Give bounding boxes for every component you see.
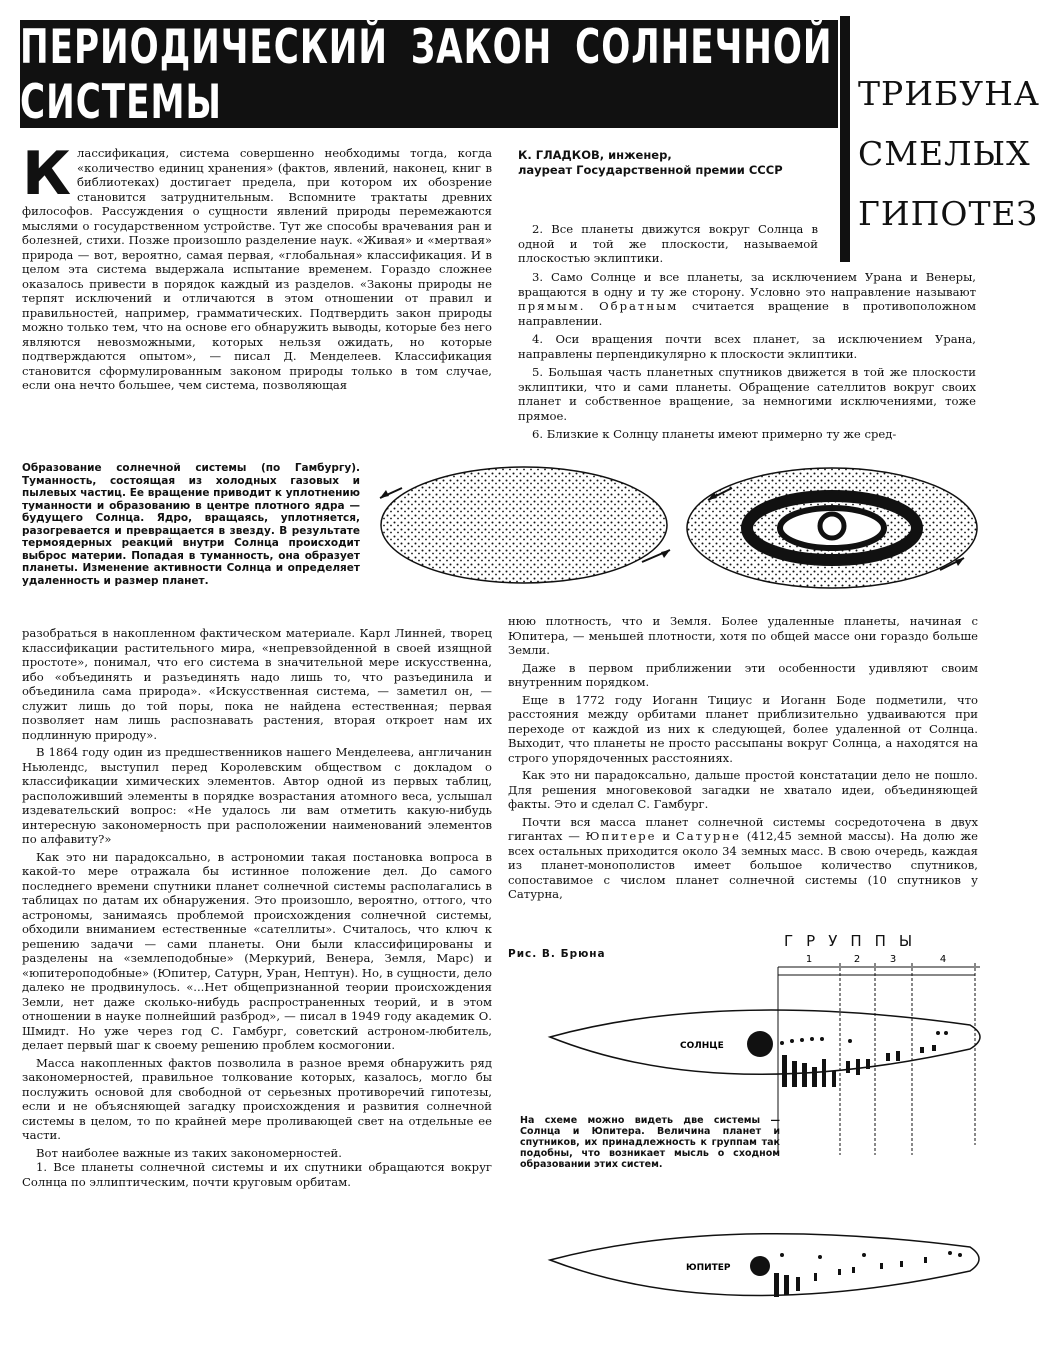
paragraph-order: Даже в первом приближении эти особенности удивляют своим внутренним порядком. — [508, 660, 978, 689]
nebula-ellipse-cold — [381, 467, 667, 583]
top-right-narrow — [518, 222, 818, 266]
intro-column — [22, 139, 492, 393]
figure-caption: На схеме можно видеть две системы — Солнца и Юпитера. Величина планет и спутников, их принадлежность к группам так подобны, что возникает мысль о сходном образовании этих систем. — [520, 1115, 780, 1170]
nebula-caption: Образование солнечной системы (по Гамбургу). Туманность, состоящая из холодных газовых и пылевых частиц. Ее вращение приводит к уплотнению туманности и образованию в центре плотного ядра — будущего Солнца. Ядро, вращаясь, уплотняется, разогревается и превращается в звезду. В результате термоядерных реакций внутри Солнца происходит выброс материи. Попадая в туманность, она образует планеты. Изменение активности Солнца и определяет удаленность и размер планет. — [22, 462, 360, 587]
figure-credit: Рис. В. Брюна — [508, 948, 606, 960]
groups-title: ГРУППЫ — [784, 932, 926, 950]
group-label-4: 4 — [939, 954, 947, 965]
law-1: 1. Все планеты солнечной системы и их спутники обращаются вокруг Солнца по эллиптическим, почти круговым орбитам. — [22, 1160, 492, 1189]
bottom-left-column — [22, 626, 492, 1189]
paragraph-density: нюю плотность, что и Земля. Более удаленные планеты, начиная с Юпитера, — меньшей плотности, хотя по общей массе они гораздо больше Земли. — [508, 614, 978, 657]
paragraph-astronomy: Как это ни парадоксально, в астрономии такая постановка вопроса в какой-то мере отражала бы истинное положение дел. До самого последнего времени спутники планет солнечной системы располагались в таблицах по датам их обнаружения. Это произошло, вероятно, оттого, что астрономы, занимаясь проблемой происхождения солнечной системы, обходили вниманием естественные «сателлиты». Считалось, что ключ к решению задачи — сами планеты. Они были классифицированы и разделены на «землеподобные» (Меркурий, Венера, Земля, Марс) и «юпитероподобные» (Юпитер, Сатурн, Уран, Нептун). Но, в сущности, дело далеко не продвинулось. «...Нет общепризнанной теории происхождения Земли, нет даже сколько-нибудь распространенных теорий, и в этом отношении в науке полнейший разброд», — писал в 1949 году академик О. Шмидт. Но уже через год С. Гамбург, советский астроном-любитель, делает первый шаг к своему решению проблем космогонии. — [22, 849, 492, 1052]
systems-diagram — [520, 955, 990, 1340]
paragraph-linnaeus: разобраться в накопленном фактическом материале. Карл Линней, творец классификации растительного мира, «непревзойденной в своей изящной простоте», понимал, что его система в значительной мере искусственна, ибо «объединять и разъединять надо лишь то, что разъединила и объединила сама природа». «Искусственная система, — заметил он, — служит лишь до той поры, пока не найдена естественная; первая позволяет нам лишь распознавать растения, вторая откроет нам их подлинную природу». — [22, 626, 492, 742]
paragraph-gamburg: Как это ни парадоксально, дальше простой констатации дело не пошло. Для решения многовековой загадки не хватало идеи, объединяющей факты. Это и сделал С. Гамбург. — [508, 768, 978, 811]
rubric-box — [840, 16, 1040, 262]
paragraph-giants: Почти вся масса планет солнечной системы сосредоточена в двух гигантах — Юпитере и Сатурне (412,45 земной массы). На долю же всех остальных приходится около 34 земных масс. В свою очередь, каждая из планет-монополистов имеет большое количество спутников, сопоставимое с числом планет солнечной системы (10 спутников у Сатурна, — [508, 814, 979, 901]
rubric-line-2: СМЕЛЫХ — [858, 134, 1031, 173]
law-2: 2. Все планеты движутся вокруг Солнца в одной и той же плоскости, называемой плоскостью эклиптики. — [518, 222, 818, 265]
law-4: 4. Оси вращения почти всех планет, за исключением Урана, направлены перпендикулярно к плоскости эклиптики. — [518, 332, 976, 361]
group-label-1: 1 — [805, 954, 813, 965]
rubric-line-1: ТРИБУНА — [858, 74, 1040, 113]
reverse-word: Обратным — [599, 299, 679, 313]
sun-icon — [747, 1031, 773, 1057]
proto-sun — [820, 514, 844, 538]
bottom-right-column — [508, 614, 978, 902]
top-right-column — [518, 270, 976, 442]
group-label-3: 3 — [889, 954, 897, 965]
jupiter-label: ЮПИТЕР — [686, 1263, 731, 1273]
author-title: лауреат Государственной премии СССР — [518, 163, 783, 177]
intro-text: лассификация, система совершенно необходимы тогда, когда «количество единиц хранения» (фактов, явлений, наконец, книг в библиотеках) достигает предела, при котором их обозрение становится затруднительным. Вспомните трактаты древних философов. Рассуждения о сущности явлений природы перемежаются мыслями о государственном устройстве. Тут же способы врачевания ран и болезней, стихи. Позже произошло разделение наук. «Живая» и «мертвая» природа — вот, вероятно, самая первая, «глобальная» классификация. И в целом эта система выдержала испытание временем. Гораздо сложнее оказалось привести в порядок каждый из разделов. «Законы природы не терпят исключений и отличаются в этом отношении от правил и правильностей, например, грамматических. Подтвердить закон природы можно только тем, что на основе его обнаружить выводы, которые без него являются невозможными, которых нельзя ожидать, но которые подтверждаются опытом», — писал Д. Менделеев. Классификация становится сформулированным законом природы только в том случае, если она нечто большее, чем система, позволяющая — [22, 146, 492, 392]
paragraph-facts: Масса накопленных фактов позволила в разное время обнаружить ряд закономерностей, правильное толкование которых, казалось, могло бы послужить основой для свободной от серьезных противоречий гипотезы, если и не объясняющей загадку происхождения и развития солнечной системы в целом, то по крайней мере проливающей свет на отдельные ее части. — [22, 1055, 492, 1142]
byline — [518, 148, 828, 178]
sun-label: СОЛНЦЕ — [680, 1041, 724, 1051]
jupiter-icon — [750, 1256, 770, 1276]
drop-cap: К — [22, 139, 72, 209]
nebula-illustration — [372, 458, 990, 606]
paragraph-newlands: В 1864 году один из предшественников нашего Менделеева, англичанин Ньюлендс, выступил перед Королевским обществом с докладом о классификации химических элементов. Автор одной из первых таблиц, расположивший элементы в порядке возрастания атомного веса, услышал издевательский вопрос: «Не удалось ли вам отметить какую-нибудь интересную закономерность при расположении наименований элементов по алфавиту?» — [22, 745, 492, 846]
law-6: 6. Близкие к Солнцу планеты имеют примерно ту же сред- — [532, 427, 897, 441]
law-5: 5. Большая часть планетных спутников движется в той же плоскости эклиптики, что и сами планеты. Обращение сателлитов вокруг своих планет и собственное вращение, за немногими исключениями, тоже прямое. — [518, 365, 976, 423]
paragraph-laws-intro: Вот наиболее важные из таких закономерностей. — [36, 1145, 342, 1160]
author-name: К. ГЛАДКОВ, инженер, — [518, 148, 672, 162]
jupiter-satellites — [774, 1251, 962, 1297]
law-3: 3. Само Солнце и все планеты, за исключением Урана и Венеры, вращаются в одну и ту же сторону. Условно это направление называют прямым. Обратным считается вращение в противоположном направлении. — [518, 270, 976, 328]
rubric-line-3: ГИПОТЕЗ — [858, 194, 1039, 233]
group-label-2: 2 — [853, 954, 861, 965]
direct-word: прямым. — [518, 299, 586, 313]
paragraph-titius-bode: Еще в 1772 году Иоганн Тициус и Иоганн Боде подметили, что расстояния между орбитами планет приблизительно удваиваются при переходе от каждой из них к следующей, более удаленной от Солнца. Выходит, что планеты не просто рассыпаны вокруг Солнца, а находятся на строго упорядоченных расстояниях. — [508, 692, 978, 765]
page-title: ПЕРИОДИЧЕСКИЙ ЗАКОН СОЛНЕЧНОЙ СИСТЕМЫ — [20, 19, 833, 129]
